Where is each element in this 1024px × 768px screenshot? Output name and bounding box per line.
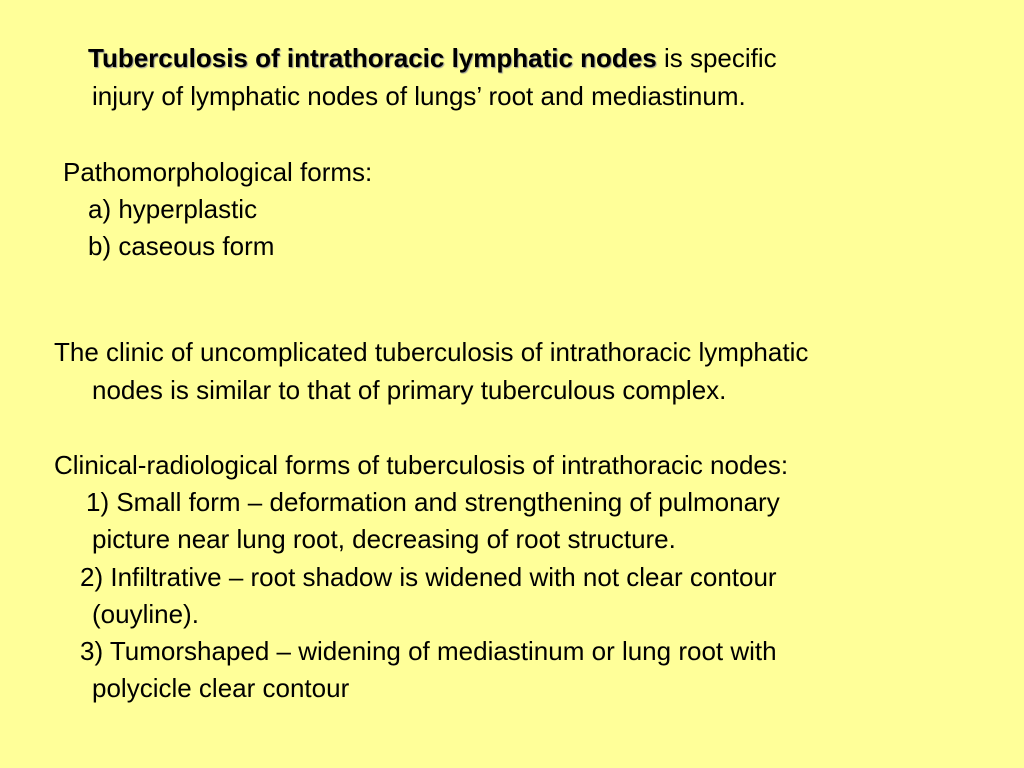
clinical-form-1-line-2: picture near lung root, decreasing of root structure. [92, 524, 676, 554]
pathomorph-item-a: a) hyperplastic [88, 194, 258, 224]
clinical-form-3-line-2: polycicle clear contour [92, 673, 350, 703]
clinical-forms-heading: Clinical-radiological forms of tuberculosis of intrathoracic nodes: [54, 450, 789, 480]
clinic-line-1: The clinic of uncomplicated tuberculosis of intrathoracic lymphatic [54, 337, 809, 367]
clinical-form-2-line-1: 2) Infiltrative – root shadow is widened with not clear contour [80, 562, 777, 592]
clinical-form-2-line-2: (ouyline). [92, 599, 199, 629]
clinic-line-2: nodes is similar to that of primary tuberculous complex. [92, 375, 727, 405]
intro-title-rest: is specific [656, 43, 777, 73]
clinical-form-1-line-1: 1) Small form – deformation and strengthening of pulmonary [86, 487, 780, 517]
pathomorph-heading: Pathomorphological forms: [63, 157, 373, 187]
intro-title-bold: Tuberculosis of intrathoracic lymphatic nodes [88, 43, 657, 73]
clinical-form-3-line-1: 3) Tumorshaped – widening of mediastinum or lung root with [80, 636, 777, 666]
intro-line-1 [88, 42, 777, 74]
pathomorph-item-b: b) caseous form [88, 231, 275, 261]
intro-line-2: injury of lymphatic nodes of lungs’ root and mediastinum. [92, 81, 746, 111]
